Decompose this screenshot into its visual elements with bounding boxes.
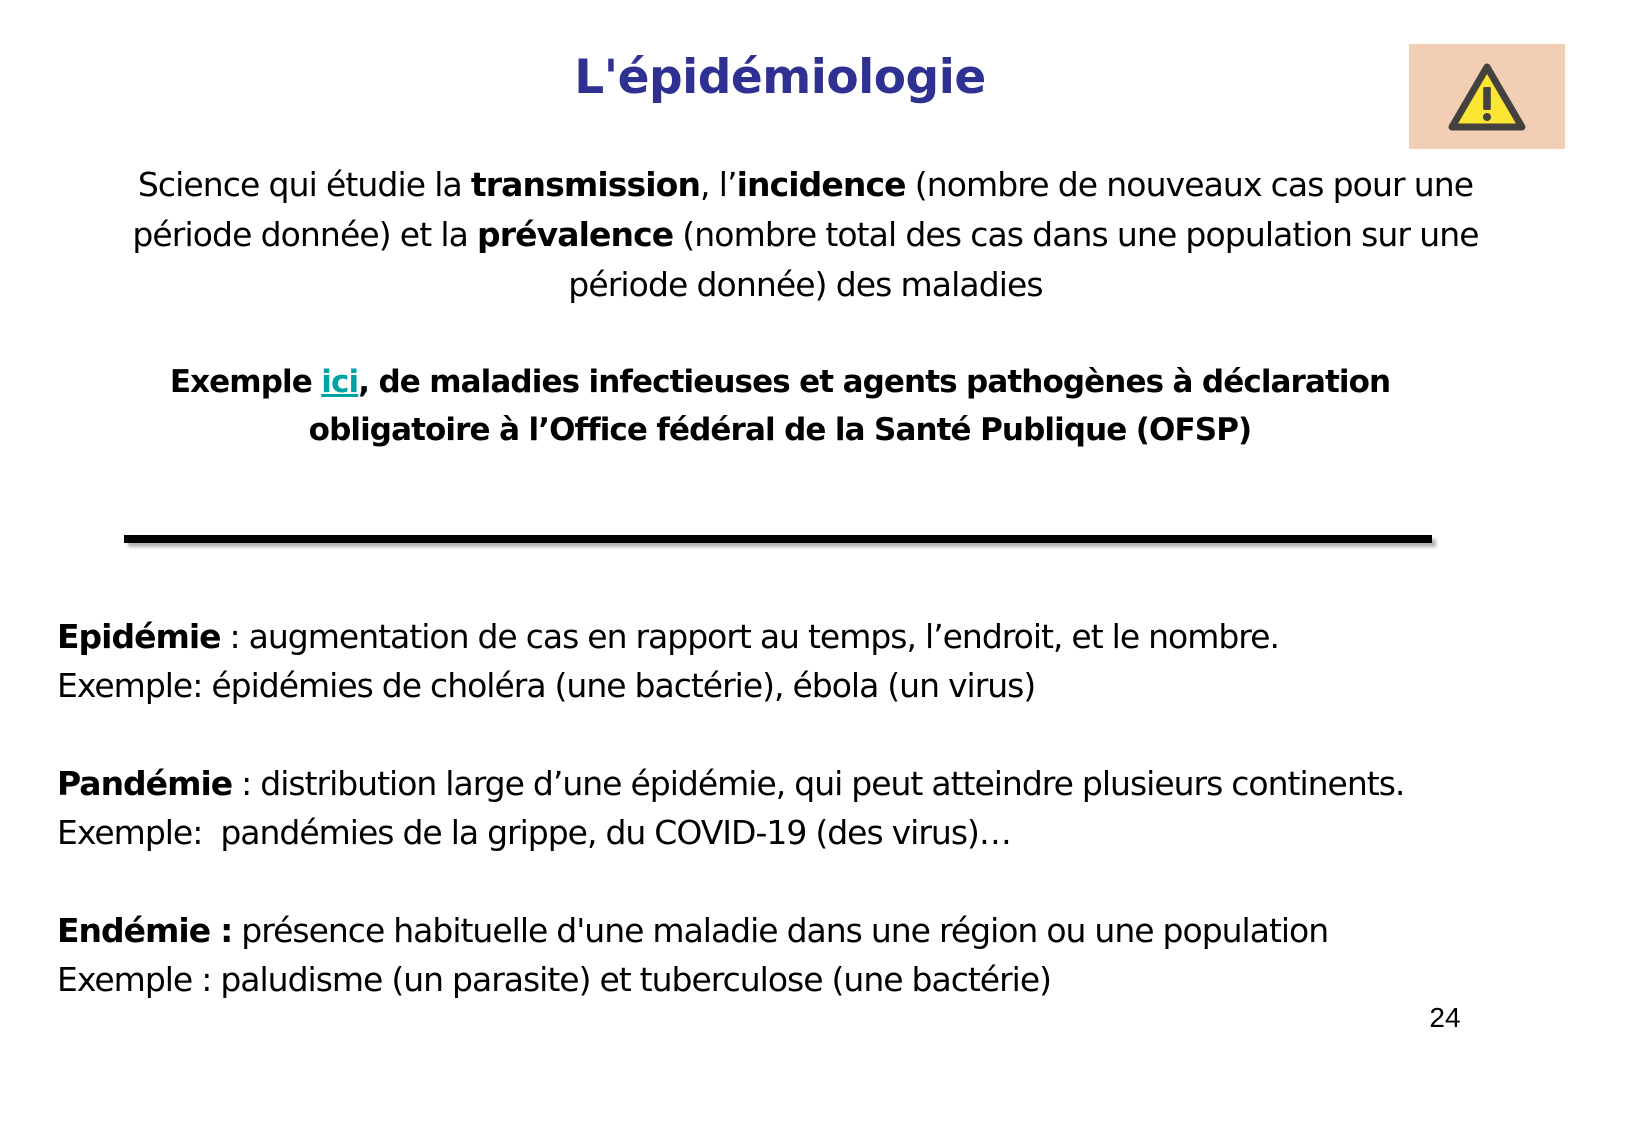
intro-bold-incidence: incidence <box>736 165 906 204</box>
definition-line-epidemie <box>57 613 1557 662</box>
definition-line-endemie <box>57 907 1557 956</box>
page-title: L'épidémiologie <box>574 50 986 105</box>
intro-bold-transmission: transmission <box>470 165 701 204</box>
definition-term-endemie: Endémie : <box>57 911 233 950</box>
definition-text-pandemie: : distribution large d’une épidémie, qui peut atteindre plusieurs continents. <box>232 764 1405 803</box>
example-line-pandemie: Exemple: pandémies de la grippe, du COVID-19 (des virus)… <box>57 812 1011 852</box>
horizontal-divider <box>124 535 1432 543</box>
definition-line-pandemie <box>57 760 1557 809</box>
warning-icon-box <box>1409 44 1565 149</box>
definition-text-epidemie: : augmentation de cas en rapport au temps, l’endroit, et le nombre. <box>220 617 1279 656</box>
exemple-text-after: , de maladies infectieuses et agents pathogènes à déclaration obligatoire à l’Office fédéral de la Santé Publique (OFSP) <box>308 364 1391 449</box>
intro-paragraph <box>78 160 1533 310</box>
page-number: 24 <box>1429 1002 1461 1033</box>
definition-text-endemie: présence habituelle d'une maladie dans une région ou une population <box>232 911 1329 950</box>
definition-term-epidemie: Epidémie <box>57 617 221 656</box>
intro-bold-prevalence: prévalence <box>477 215 674 255</box>
definition-term-pandemie: Pandémie <box>57 764 233 803</box>
definition-block-endemie <box>57 907 1557 1004</box>
example-line-epidemie: Exemple: épidémies de choléra (une bactérie), ébola (un virus) <box>57 665 1036 705</box>
intro-text-3: (nombre de nouveaux cas pour une période donnée) et la <box>132 165 1474 255</box>
ici-hyperlink[interactable]: ici <box>321 364 359 400</box>
intro-text-2: , l’ <box>700 165 737 204</box>
definitions-list <box>57 613 1557 1004</box>
exemple-paragraph <box>150 358 1410 455</box>
exemple-text-before: Exemple <box>169 364 322 400</box>
intro-text-1: Science qui étudie la <box>137 165 471 204</box>
example-line-endemie: Exemple : paludisme (un parasite) et tuberculose (une bactérie) <box>57 959 1051 999</box>
intro-text-4: (nombre total des cas dans une population sur une période donnée) des maladies <box>568 215 1479 305</box>
definition-block-epidemie <box>57 613 1557 710</box>
definition-block-pandemie <box>57 760 1557 857</box>
